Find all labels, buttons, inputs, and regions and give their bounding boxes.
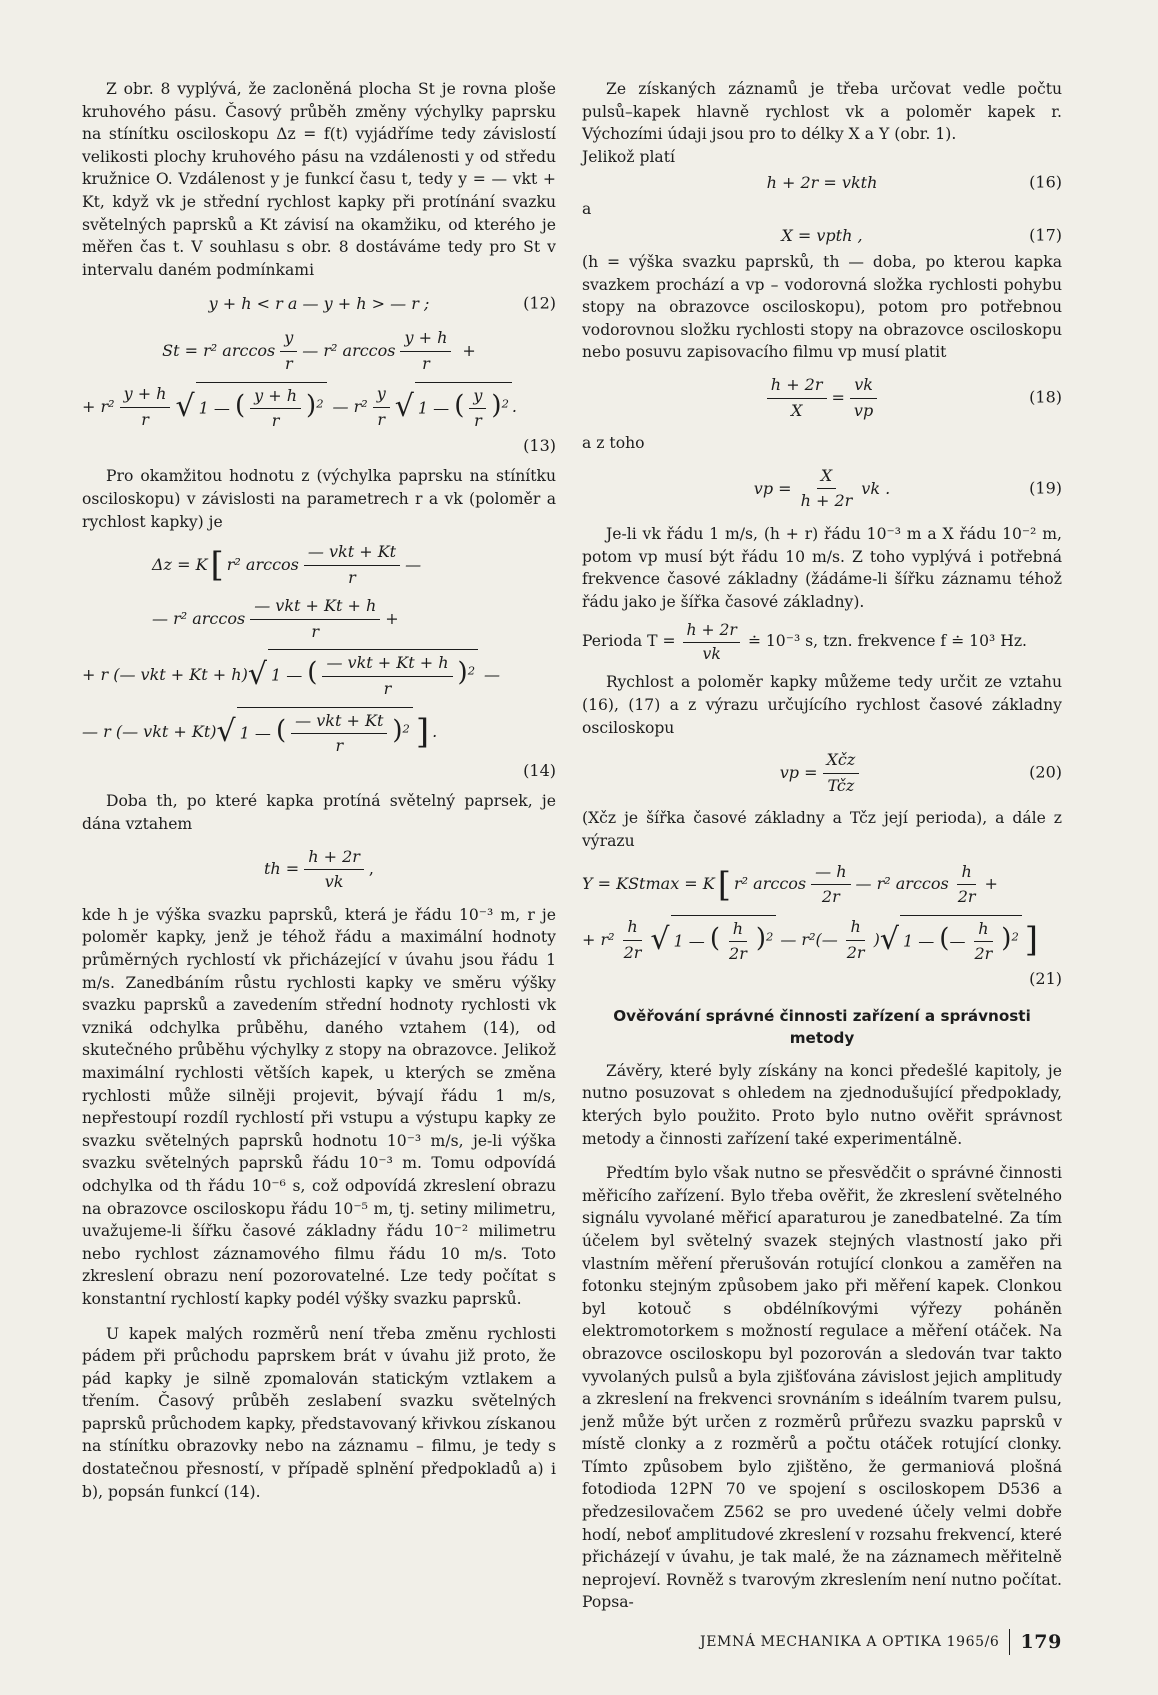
equation-12: y + h < r a — y + h > — r ; (12) (82, 291, 556, 317)
equation-number: (21) (1029, 969, 1062, 988)
paragraph: Ze získaných záznamů je třeba určovat vedle počtu pulsů–kapek hlavně rychlost vk a poloměr kapek r. Výchozími údaji jsou pro to délky X a Y (obr. 1). (582, 80, 1062, 144)
equation-number: (19) (1029, 478, 1062, 498)
equation-number: (18) (1029, 387, 1062, 407)
equation-16: h + 2r = vkth (16) (582, 170, 1062, 196)
paragraph: Pro okamžitou hodnotu z (výchylka paprsku na stínítku osciloskopu) v závislosti na parametrech r a vk (poloměr a rychlost kapky) je (82, 467, 556, 531)
equation-number: (12) (523, 294, 556, 314)
paragraph: Z obr. 8 vyplývá, že zacloněná plocha St je rovna ploše kruhového pásu. Časový průběh změny výchylky paprsku na stínítku osciloskopu Δz = f(t) vyjádříme tedy závislostí velikosti plochy kruhového pásu na vzdálenosti y od středu kružnice O. Vzdálenost y je funkcí času t, tedy y = — vkt + Kt, když vk je střední rychlost kapky při protínání svazku světelných paprsků a Kt závisí na okamžiku, od kterého je měřen čas t. V souhlasu s obr. 8 dostáváme tedy pro St v intervalu daném podmínkami (82, 80, 556, 279)
paragraph: Doba th, po které kapka protíná světelný paprsek, je dána vztahem (82, 792, 556, 834)
page-footer (700, 1629, 1062, 1655)
paragraph: Jelikož platí (582, 147, 675, 166)
paragraph: (h = výška svazku paprsků, th — doba, po kterou kapka svazkem prochází a vp – vodorovná složka rychlosti pohybu stopy na obrazovce osciloskopu), potom pro potřebnou vodorovnou složku rychlosti stopy na obrazovce osciloskopu nebo posuvu zapisovacího filmu vp musí platit (582, 252, 1062, 362)
connector-word: a (582, 200, 592, 219)
equation-number: (16) (1029, 173, 1062, 193)
equation-number: (20) (1029, 763, 1062, 783)
footer-divider (1009, 1629, 1010, 1655)
equation-19: vp = $\frac{X}{h + 2r}$ vk . (19) (753, 465, 1062, 511)
page-number: 179 (1020, 1631, 1062, 1653)
equation-number: (13) (523, 435, 556, 455)
paragraph: kde h je výška svazku paprsků, která je řádu 10⁻³ m, r je poloměr kapky, jenž je téhož řádu a maximální hodnoty průměrných rychlostí vk přicházející v úvahu jsou řádu 1 m/s. Zanedbáním růstu rychlosti kapky ve směru výšky svazku paprsků a zavedením střední hodnoty rychlosti vk vzniká odchylka průběhu, daného vztahem (14), od skutečného průběhu výchylky z stopy na obrazovce. Jelikož maximální rychlosti větších kapek, u kterých se změna rychlosti může silněji projevit, bývají řádu 1 m/s, nepřestoupí rozdíl rychlostí při vstupu a výstupu kapky ze svazku světelných paprsků hodnotu 10⁻³ m/s, je-li výška svazku světelných paprsků řádu 10⁻³ m. Tomu odpovídá odchylka od th řádu 10⁻⁶ s, což odpovídá zkreslení obrazu na obrazovce osciloskopu řádu 10⁻⁵ m, tj. setiny milimetru, uvažujeme-li šířku časové základny řádu 10⁻² milimetru nebo rychlost záznamového filmu řádu 10 m/s. Toto zkreslení obrazu není pozorovatelné. Lze tedy počítat s konstantní rychlostí kapky podél výšky svazku paprsků. (82, 905, 556, 1308)
equation-14: Δz = K [ r² arccos $\frac{\text{— vkt + Kt}}{r}$ — — r² arccos $\frac{\text{— vkt + Kt + h}}{r}$ + + r (— vkt + Kt + h) √ 1 — ( $\frac{\text{— vkt + Kt + h}}{r}$ )$^2$ — — r (— vkt + Kt) √ 1 — ( $\frac{\text{— vkt + Kt}}{r}$ )$^2$ ] . (14) (82, 541, 556, 782)
equation-13: St = r² arccos $\frac{y}{r}$ — r² arccos $\frac{y + h}{r}$ + + r² $\frac{y + h}{r}$ √ 1 — ( $\frac{y + h}{r}$ )$^2$ — r² $\frac{y}{r}$ √ 1 — ( $\frac{y}{r}$ )$^2$ . (13) (82, 327, 556, 457)
equation-21: Y = KStmax = K [ r² arccos $\frac{— h}{2r}$ — r² arccos $\frac{h}{2r}$ + + r² $\frac{h}{2r}$ √ 1 — ( $\frac{h}{2r}$ )$^2$ — r²(— $\frac{h}{2r}$ ) √ 1 — (— $\frac{h}{2r}$ )$^2$ ] (21) (582, 861, 1062, 991)
paragraph: (Xčz je šířka časové základny a Tčz její perioda), a dále z výrazu (582, 809, 1062, 851)
equation-th: th = $\frac{h + 2r}{vk}$ , (263, 846, 375, 892)
journal-name: JEMNÁ MECHANIKA A OPTIKA 1965/6 (700, 1634, 1000, 1650)
paragraph: Závěry, které byly získány na konci předešlé kapitoly, je nutno posuzovat s ohledem na zjednodušující předpoklady, kterých bylo použito. Proto bylo nutno ověřit správnost metody a činnosti zařízení také experimentálně. (582, 1061, 1062, 1148)
equation-18: $\frac{h + 2r}{X}$ = $\frac{vk}{vp}$ (18) (582, 374, 1062, 422)
section-heading: Ověřování správné činnosti zařízení a správnosti metody (613, 1006, 1031, 1048)
right-column (582, 78, 1062, 1614)
connector-word: a z toho (582, 434, 645, 453)
equation-20: vp = $\frac{\text{Xčz}}{\text{Tčz}}$ (20) (779, 750, 1062, 795)
paragraph: Předtím bylo však nutno se přesvědčit o správné činnosti měřicího zařízení. Bylo třeba ověřit, že zkreslení světelného signálu vyvolané měřicí aparaturou je zanedbatelné. Za tím účelem byl světelný svazek stejných vlastností jako při vlastním měření přerušován rotující clonkou a zaměřen na fotonku stejným způsobem jako při měření kapek. Clonkou byl kotouč s obdélníkovými výřezy poháněn elektromotorkem s možností regulace a měření otáček. Na obrazovce osciloskopu byl pozorován a sledován tvar takto vyvolaných pulsů a byla zjišťována závislost jejich amplitudy a zkreslení na frekvenci srovnáním s ideálním tvarem pulsu, jenž může být určen z rozměrů průřezu svazku paprsků v místě clonky a z rozměrů a počtu otáček rotující clonky. Tímto způsobem bylo zjištěno, že germaniová plošná fotodioda 12PN 70 ve spojení s osciloskopem D536 a předzesilovačem Z562 se pro uvedené účely velmi dobře hodí, neboť amplitudové zkreslení v rozsahu frekvencí, které přicházejí v úvahu, je tak malé, že na záznamech měřitelně neprojeví. Rovněž s tvarovým zkreslením není nutno počítat. Popsa- (582, 1164, 1062, 1612)
paragraph: Rychlost a poloměr kapky můžeme tedy určit ze vztahu (16), (17) a z výrazu určujícího rychlost časové základny osciloskopu (582, 673, 1062, 737)
paragraph: Je-li vk řádu 1 m/s, (h + r) řádu 10⁻³ m a X řádu 10⁻² m, potom vp musí být řádu 10 m/s. Z toho vyplývá i potřebná frekvence časové základny (žádáme-li šířku záznamu téhož řádu jako je šířka časové základny). (582, 524, 1062, 611)
paragraph: U kapek malých rozměrů není třeba změnu rychlosti pádem při průchodu paprskem brát v úvahu již proto, že pád kapky je silně zpomalován statickým vztlakem a třením. Časový průběh zeslabení svazku světelných paprsků průchodem kapky, představovaný křivkou získanou na stínítku obrazovky nebo na záznamu – filmu, je tedy s dostatečnou přesností, v případě splnění předpokladů a) i b), popsán funkcí (14). (82, 1324, 556, 1501)
equation-number: (14) (523, 760, 556, 780)
equation-number: (17) (1029, 225, 1062, 245)
period-line: Perioda T = $\frac{h + 2r}{vk}$ ≐ 10⁻³ s, tzn. frekvence f ≐ 10³ Hz. (582, 621, 1027, 663)
equation-17: X = vpth , (17) (582, 223, 1062, 249)
left-column (82, 78, 556, 1503)
